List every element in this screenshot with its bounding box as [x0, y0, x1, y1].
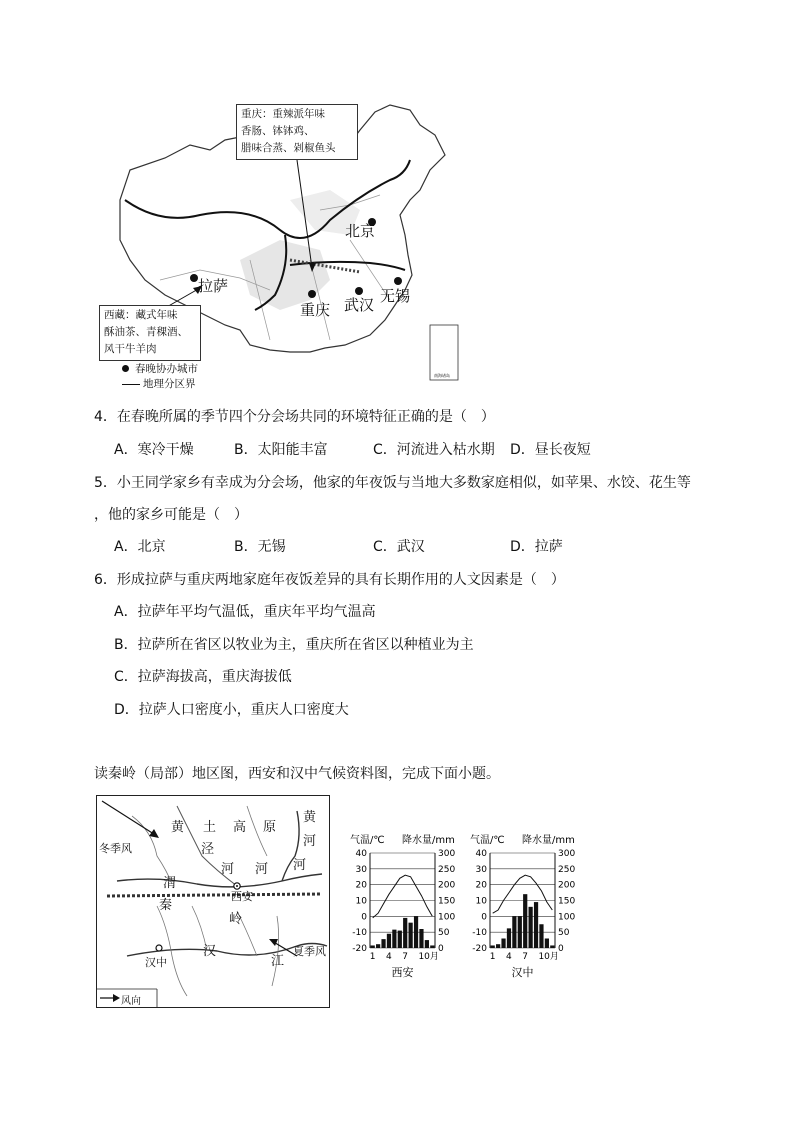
- callout-line: 重庆：重辣派年味: [241, 108, 325, 120]
- label-wei: 渭: [163, 876, 177, 891]
- label-qin: 秦: [159, 898, 173, 913]
- label-yuan: 原: [263, 820, 277, 835]
- precipitation-bar: [398, 931, 402, 948]
- label-wuxi: 无锡: [380, 287, 411, 305]
- legend-boundary: 地理分区界: [122, 377, 198, 392]
- label-chongqing: 重庆: [300, 301, 331, 319]
- legend-line-icon: [122, 384, 140, 385]
- south-china-sea-inset: [430, 325, 458, 380]
- callout-line: 香肠、钵钵鸡、: [241, 125, 315, 137]
- precipitation-bar: [403, 918, 407, 948]
- tick-label-left: 20: [475, 880, 487, 891]
- temperature-line: [373, 875, 433, 918]
- label-he2: 河: [255, 862, 269, 877]
- label-lhasa: 拉萨: [198, 277, 229, 295]
- label-tu: 土: [203, 820, 217, 835]
- label-wuhan: 武汉: [344, 296, 375, 314]
- precipitation-bar: [550, 945, 554, 948]
- q4-option-b[interactable]: B．太阳能丰富: [234, 442, 328, 458]
- tick-label-left: 0: [481, 912, 487, 923]
- precipitation-bar: [491, 945, 495, 948]
- tick-label-right: 300: [438, 849, 456, 859]
- precipitation-bar: [392, 930, 396, 948]
- chart-title: 西安: [391, 966, 414, 979]
- question-5-cont: ，他的家乡可能是（ ）: [94, 507, 248, 523]
- map1-legend: [122, 362, 198, 392]
- precipitation-bar: [539, 924, 543, 948]
- tick-label-right: 100: [558, 912, 576, 923]
- precipitation-bar: [425, 940, 429, 948]
- label-huang2: 黄: [303, 810, 317, 825]
- precipitation-bar: [419, 929, 423, 948]
- label-winter-wind: 冬季风: [99, 842, 132, 855]
- label-he-right: 河: [303, 834, 317, 849]
- label-xian: 西安: [231, 890, 253, 903]
- callout-chongqing: [236, 104, 358, 160]
- label-beijing: 北京: [345, 222, 376, 240]
- x-tick-label: 7: [402, 952, 408, 962]
- climate-chart-xian: [350, 833, 480, 983]
- question-4: 4．在春晚所属的季节四个分会场共同的环境特征正确的是（ ）: [94, 409, 495, 425]
- wei-river: [117, 874, 322, 887]
- q4-option-a[interactable]: A．寒冷干燥: [114, 442, 194, 458]
- precipitation-bar: [414, 916, 418, 948]
- tick-label-left: 10: [475, 896, 487, 907]
- tick-label-right: 200: [558, 880, 576, 891]
- tick-label-left: -20: [472, 944, 487, 954]
- tick-label-left: -10: [352, 928, 367, 939]
- q5-option-a[interactable]: A．北京: [114, 539, 166, 555]
- tick-label-right: 0: [438, 944, 444, 954]
- precipitation-bar: [512, 916, 516, 948]
- tick-label-left: 30: [355, 864, 367, 875]
- x-tick-label: 4: [505, 952, 512, 962]
- climate-chart-hanzhong: [470, 833, 600, 983]
- qinling-ridge: [107, 894, 322, 896]
- label-gao: 高: [233, 820, 247, 835]
- tick-label-right: 50: [438, 928, 450, 939]
- tick-label-right: 150: [558, 896, 576, 907]
- precipitation-bar: [381, 939, 385, 948]
- legend-city: 春晚协办城市: [122, 362, 198, 377]
- precipitation-bar: [523, 894, 527, 948]
- q4-option-c[interactable]: C．河流进入枯水期: [373, 442, 495, 458]
- tick-label-left: -10: [472, 928, 487, 939]
- tick-label-left: -20: [352, 944, 367, 954]
- ylabel-precipitation: 降水量/mm: [522, 835, 575, 846]
- ylabel-temperature: 气温/℃: [470, 835, 505, 846]
- tick-label-left: 0: [361, 912, 367, 923]
- precipitation-bar: [534, 902, 538, 948]
- q6-option-c[interactable]: C．拉萨海拔高，重庆海拔低: [114, 669, 292, 685]
- precipitation-bar: [545, 939, 549, 949]
- ylabel-temperature: 气温/℃: [350, 835, 385, 846]
- x-tick-label: 4: [385, 952, 392, 962]
- city-dot-wuxi: [394, 277, 402, 285]
- label-hanzhong: 汉中: [145, 956, 167, 969]
- q5-option-b[interactable]: B．无锡: [234, 539, 286, 555]
- q6-option-b[interactable]: B．拉萨所在省区以牧业为主，重庆所在省区以种植业为主: [114, 637, 474, 653]
- tick-label-left: 30: [475, 864, 487, 875]
- tick-label-right: 250: [558, 864, 576, 875]
- x-tick-label: 7: [522, 952, 528, 962]
- precipitation-bar: [387, 934, 391, 948]
- callout-line: 风干牛羊肉: [104, 343, 157, 355]
- tick-label-left: 20: [355, 880, 367, 891]
- q5-option-d[interactable]: D．拉萨: [510, 539, 563, 555]
- question-6: 6．形成拉萨与重庆两地家庭年夜饭差异的具有长期作用的人文因素是（ ）: [94, 572, 565, 588]
- x-tick-label: 10月: [538, 952, 559, 962]
- city-hanzhong-icon: [156, 945, 162, 951]
- q4-option-d[interactable]: D．昼长夜短: [510, 442, 591, 458]
- temperature-line: [493, 875, 553, 913]
- precipitation-bar: [518, 916, 522, 948]
- tick-label-left: 40: [355, 849, 367, 859]
- question-5: 5．小王同学家乡有幸成为分会场，他家的年夜饭与当地大多数家庭相似，如苹果、水饺、花生等: [94, 475, 691, 491]
- tick-label-right: 0: [558, 944, 564, 954]
- city-dot-lhasa: [190, 274, 198, 282]
- precipitation-bar: [501, 939, 505, 949]
- label-han: 汉: [203, 944, 217, 959]
- tick-label-right: 300: [558, 849, 576, 859]
- callout-line: 腊味合蒸、剁椒鱼头: [241, 142, 336, 154]
- label-summer-wind: 夏季风: [293, 945, 326, 958]
- precipitation-bar: [507, 928, 511, 948]
- summer-wind-arrowhead: [269, 939, 278, 946]
- city-dot-chongqing: [308, 290, 316, 298]
- map2-legend-label: 风向: [121, 996, 141, 1007]
- ylabel-precipitation: 降水量/mm: [402, 835, 455, 846]
- q6-option-a[interactable]: A．拉萨年平均气温低，重庆年平均气温高: [114, 604, 376, 620]
- tick-label-right: 200: [438, 880, 456, 891]
- precipitation-bar: [430, 945, 434, 948]
- precipitation-bar: [371, 945, 375, 948]
- climate-chart-xian-svg: [350, 833, 480, 983]
- precipitation-bar: [409, 923, 413, 948]
- x-tick-label: 1: [489, 952, 496, 962]
- legend-dot-icon: [122, 365, 129, 372]
- precipitation-bar: [376, 944, 380, 948]
- label-he1: 河: [221, 862, 235, 877]
- x-tick-label: 10月: [418, 952, 439, 962]
- tick-label-left: 40: [475, 849, 487, 859]
- tick-label-right: 250: [438, 864, 456, 875]
- q5-option-c[interactable]: C．武汉: [373, 539, 425, 555]
- callout-tibet: [99, 305, 201, 361]
- inset-label: 南海诸岛: [434, 373, 450, 378]
- label-huang: 黄: [171, 820, 185, 835]
- tick-label-right: 100: [438, 912, 456, 923]
- label-jiang: 江: [271, 954, 285, 969]
- label-ling: 岭: [229, 912, 243, 927]
- qinling-map: [96, 795, 330, 1008]
- callout-line: 酥油茶、青稞酒、: [104, 326, 188, 338]
- precipitation-bar: [496, 944, 500, 948]
- climate-chart-hanzhong-svg: [470, 833, 600, 983]
- q6-option-d[interactable]: D．拉萨人口密度小，重庆人口密度大: [114, 702, 349, 718]
- tick-label-left: 10: [355, 896, 367, 907]
- winter-wind-arrow: [102, 801, 157, 836]
- label-jing: 泾: [201, 842, 215, 857]
- precipitation-bar: [529, 907, 533, 948]
- label-he3: 河: [293, 858, 307, 873]
- callout-line: 西藏：藏式年味: [104, 309, 178, 321]
- x-tick-label: 1: [369, 952, 376, 962]
- tick-label-right: 50: [558, 928, 570, 939]
- tick-label-right: 150: [438, 896, 456, 907]
- intro-paragraph: 读秦岭（局部）地区图，西安和汉中气候资料图，完成下面小题。: [94, 766, 500, 782]
- chart-title: 汉中: [511, 966, 534, 979]
